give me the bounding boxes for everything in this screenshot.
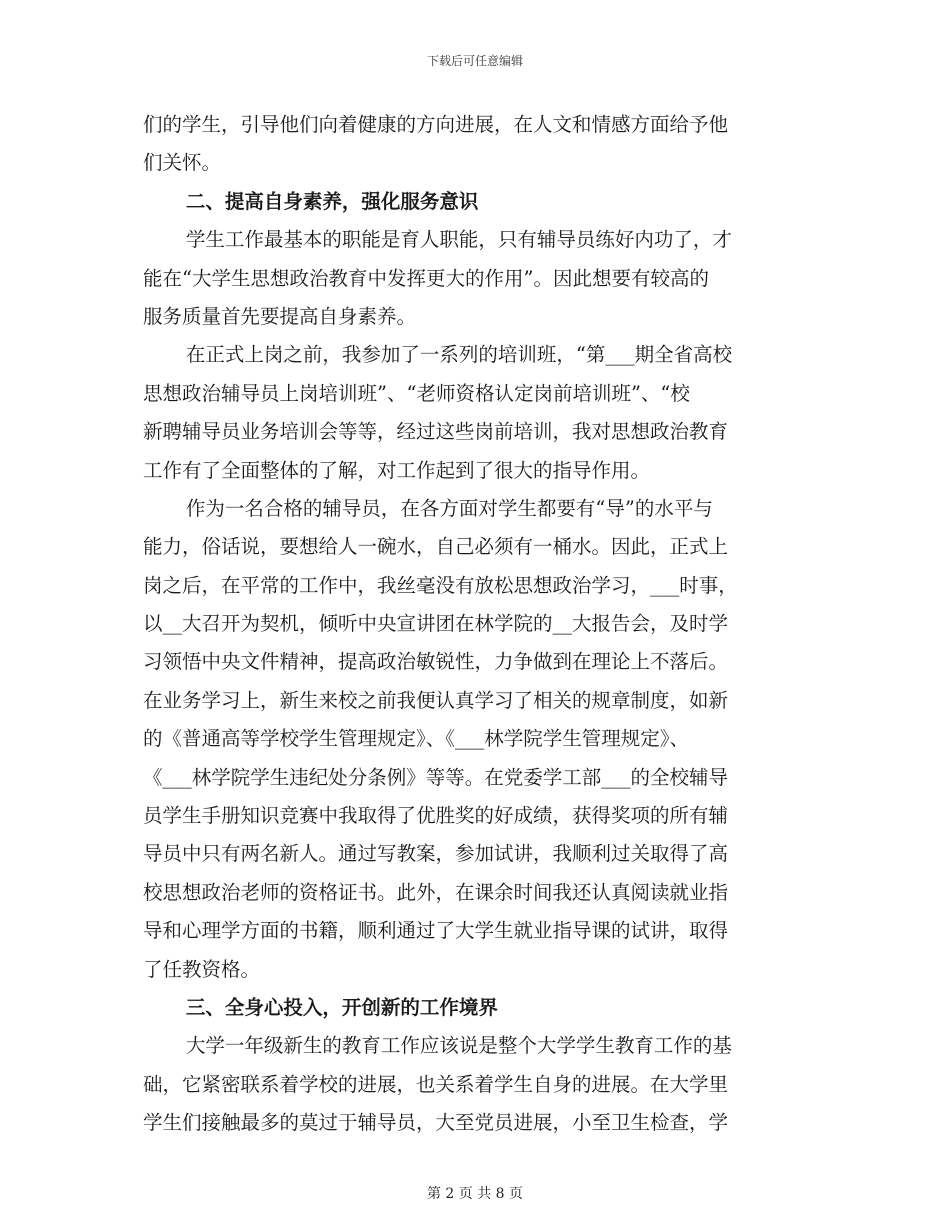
paragraph-line: 们的学生，引导他们向着健康的方向进展，在人文和情感方面给予他 [143, 113, 729, 136]
paragraph-line: 《___林学院学生违纪处分条例》等等。在党委学工部___的全校辅导 [143, 765, 729, 789]
paragraph-line: 学生工作最基本的职能是育人职能，只有辅导员练好内功了，才 [185, 228, 732, 252]
paragraph-line: 习领悟中央文件精神，提高政治敏锐性，力争做到在理论上不落后。 [143, 650, 729, 674]
paragraph-line: 导员中只有两名新人。通过写教案，参加试讲，我顺利过关取得了高 [143, 842, 729, 866]
paragraph-line: 能在“大学生思想政治教育中发挥更大的作用”。因此想要有较高的 [143, 266, 709, 290]
paragraph-line: 们关怀。 [143, 151, 222, 175]
paragraph-line: 能力，俗话说，要想给人一碗水，自己必须有一桶水。因此，正式上 [143, 535, 729, 559]
paragraph-line: 以__大召开为契机，倾听中央宣讲团在林学院的__大报告会，及时学 [143, 612, 729, 636]
paragraph-line: 作为一名合格的辅导员，在各方面对学生都要有“导”的水平与 [185, 496, 713, 520]
document-body [143, 106, 807, 1143]
paragraph-line: 在业务学习上，新生来校之前我便认真学习了相关的规章制度，如新 [143, 688, 729, 712]
paragraph-line: 在正式上岗之前，我参加了一系列的培训班，“第___期全省高校 [185, 343, 733, 367]
section-heading: 二、提高自身素养，强化服务意识 [185, 189, 479, 213]
paragraph-line: 服务质量首先要提高自身素养。 [143, 304, 417, 328]
paragraph-line: 大学一年级新生的教育工作应该说是整个大学学生教育工作的基 [185, 1034, 732, 1058]
paragraph-line: 岗之后，在平常的工作中，我丝毫没有放松思想政治学习，___时事， [143, 573, 738, 597]
paragraph-line: 础，它紧密联系着学校的进展，也关系着学生自身的进展。在大学里 [143, 1072, 729, 1096]
page-header-note: 下载后可任意编辑 [426, 54, 523, 68]
section-heading: 三、全身心投入，开创新的工作境界 [185, 995, 498, 1019]
paragraph-line: 导和心理学方面的书籍，顺利通过了大学生就业指导课的试讲，取得 [143, 919, 729, 943]
paragraph-line: 新聘辅导员业务培训会等等，经过这些岗前培训，我对思想政治教育 [143, 420, 729, 444]
paragraph-line: 了任教资格。 [143, 957, 261, 981]
paragraph-line: 思想政治辅导员上岗培训班”、“老师资格认定岗前培训班”、“校 [143, 381, 690, 405]
paragraph-line: 员学生手册知识竞赛中我取得了优胜奖的好成绩，获得奖项的所有辅 [143, 804, 729, 828]
paragraph-line: 校思想政治老师的资格证书。此外，在课余时间我还认真阅读就业指 [143, 880, 729, 904]
paragraph-line: 的《普通高等学校学生管理规定》、《___林学院学生管理规定》、 [143, 727, 690, 751]
paragraph-line: 工作有了全面整体的了解，对工作起到了很大的指导作用。 [143, 458, 651, 482]
page-number: 第 2 页 共 8 页 [426, 1186, 524, 1202]
paragraph-line: 学生们接触最多的莫过于辅导员，大至党员进展，小至卫生检查，学 [143, 1111, 729, 1135]
